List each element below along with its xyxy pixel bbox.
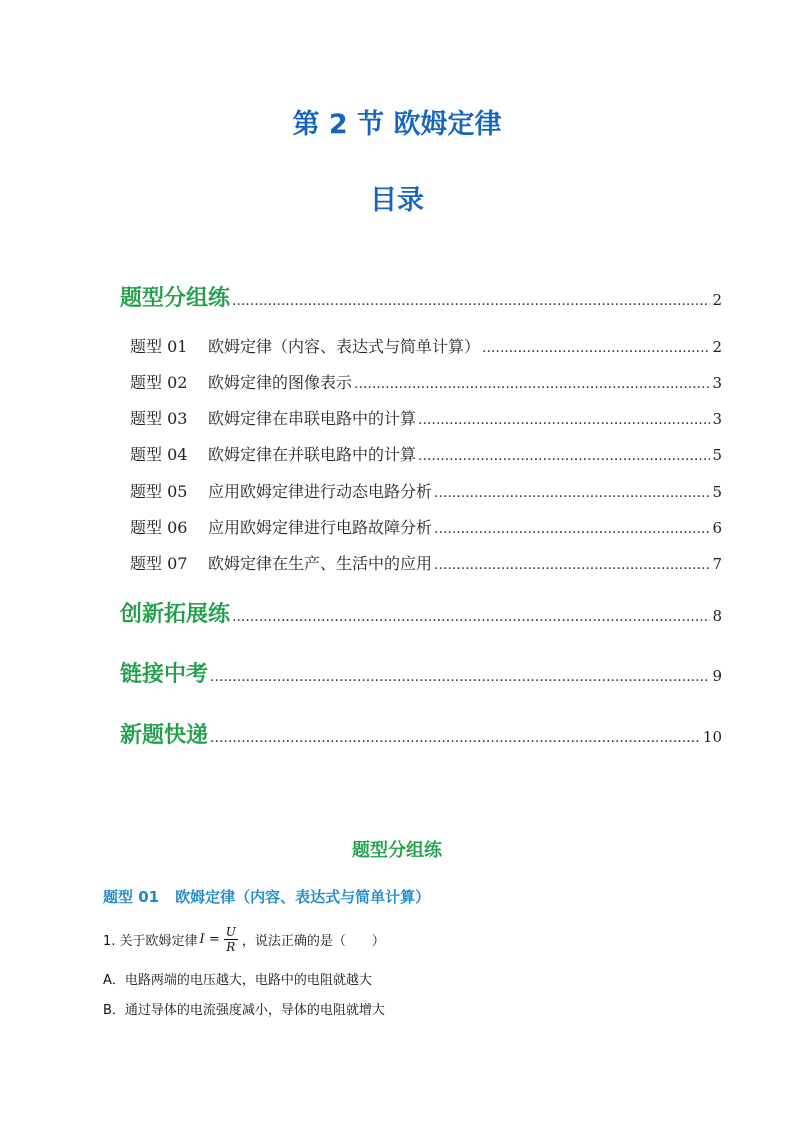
toc-entry[interactable] (130, 334, 722, 357)
toc-entry[interactable] (130, 551, 722, 574)
fraction-denominator: R (226, 940, 236, 954)
toc-dot-leader (418, 412, 710, 428)
option-letter: B． (103, 1003, 125, 1018)
toc-page-number: 2 (712, 338, 722, 356)
toc-entry[interactable] (120, 597, 722, 628)
toc-dot-leader (434, 485, 710, 501)
toc-entry-label: 欧姆定律在串联电路中的计算 (208, 409, 417, 428)
option-text: 通过导体的电流强度减小，导体的电阻就增大 (124, 1003, 385, 1018)
toc-entry[interactable] (120, 281, 722, 312)
toc-entry[interactable] (130, 406, 722, 429)
answer-option[interactable] (103, 969, 372, 988)
toc-dot-leader (434, 557, 710, 573)
toc-page-number: 3 (712, 410, 722, 428)
toc-entry-label: 欧姆定律的图像表示 (208, 373, 353, 392)
toc-entry-label: 欧姆定律在生产、生活中的应用 (208, 554, 433, 573)
toc-dot-leader (482, 340, 710, 356)
toc-entry-code: 题型 01 (130, 337, 188, 356)
question-stem (103, 925, 385, 954)
toc-entry-code: 题型 03 (130, 409, 188, 428)
toc-dot-leader (418, 448, 710, 464)
toc-entry-label: 欧姆定律（内容、表达式与简单计算） (208, 337, 481, 356)
question-type-heading (103, 886, 430, 907)
toc-entry-label: 应用欧姆定律进行动态电路分析 (208, 482, 433, 501)
toc-entry[interactable] (130, 442, 722, 465)
toc-page-number: 3 (712, 374, 722, 392)
toc-entry[interactable] (120, 657, 722, 688)
toc-page-number: 10 (702, 728, 722, 746)
fraction-numerator: U (225, 925, 236, 939)
toc-entry[interactable] (120, 718, 722, 749)
question-type-code: 题型 01 (103, 888, 160, 906)
answer-option[interactable] (103, 999, 385, 1018)
toc-entry[interactable] (130, 479, 722, 502)
toc-dot-leader (210, 730, 701, 746)
toc-entry-label: 创新拓展练 (120, 602, 231, 627)
ohm-fraction (224, 925, 238, 954)
option-letter: A． (103, 973, 125, 988)
toc-entry-code: 题型 05 (130, 482, 188, 501)
page-title: 第 2 节 欧姆定律 (292, 109, 502, 140)
toc-page-number: 2 (712, 291, 722, 309)
toc-page-number: 7 (712, 555, 722, 573)
toc-dot-leader (434, 521, 710, 537)
toc-entry-label: 欧姆定律在并联电路中的计算 (208, 445, 417, 464)
toc-dot-leader (354, 376, 710, 392)
toc-entry-code: 题型 04 (130, 445, 188, 464)
toc-entry-label: 链接中考 (120, 662, 209, 687)
toc-entry[interactable] (130, 515, 722, 538)
toc-page-number: 6 (712, 519, 722, 537)
toc-page-number: 9 (712, 667, 722, 685)
toc-dot-leader (232, 293, 710, 309)
toc-entry-label: 新题快递 (120, 723, 209, 748)
toc-entry[interactable] (130, 370, 722, 393)
toc-entry-label: 题型分组练 (120, 286, 231, 311)
section-heading: 题型分组练 (352, 840, 442, 861)
toc-page-number: 5 (712, 446, 722, 464)
toc-entry-code: 题型 07 (130, 554, 188, 573)
question-prefix: 1. 关于欧姆定律 (103, 934, 198, 949)
option-text: 电路两端的电压越大，电路中的电阻就越大 (124, 973, 372, 988)
formula-lhs: I = (199, 932, 220, 947)
toc-heading: 目录 (370, 185, 424, 216)
toc-entry-code: 题型 02 (130, 373, 188, 392)
toc-entry-code: 题型 06 (130, 518, 188, 537)
toc-entry-label: 应用欧姆定律进行电路故障分析 (208, 518, 433, 537)
toc-page-number: 8 (712, 607, 722, 625)
toc-dot-leader (210, 669, 710, 685)
toc-page-number: 5 (712, 483, 722, 501)
toc-dot-leader (232, 609, 710, 625)
question-type-label: 欧姆定律（内容、表达式与简单计算） (175, 888, 431, 906)
question-suffix: ，说法正确的是（ ） (241, 934, 385, 949)
